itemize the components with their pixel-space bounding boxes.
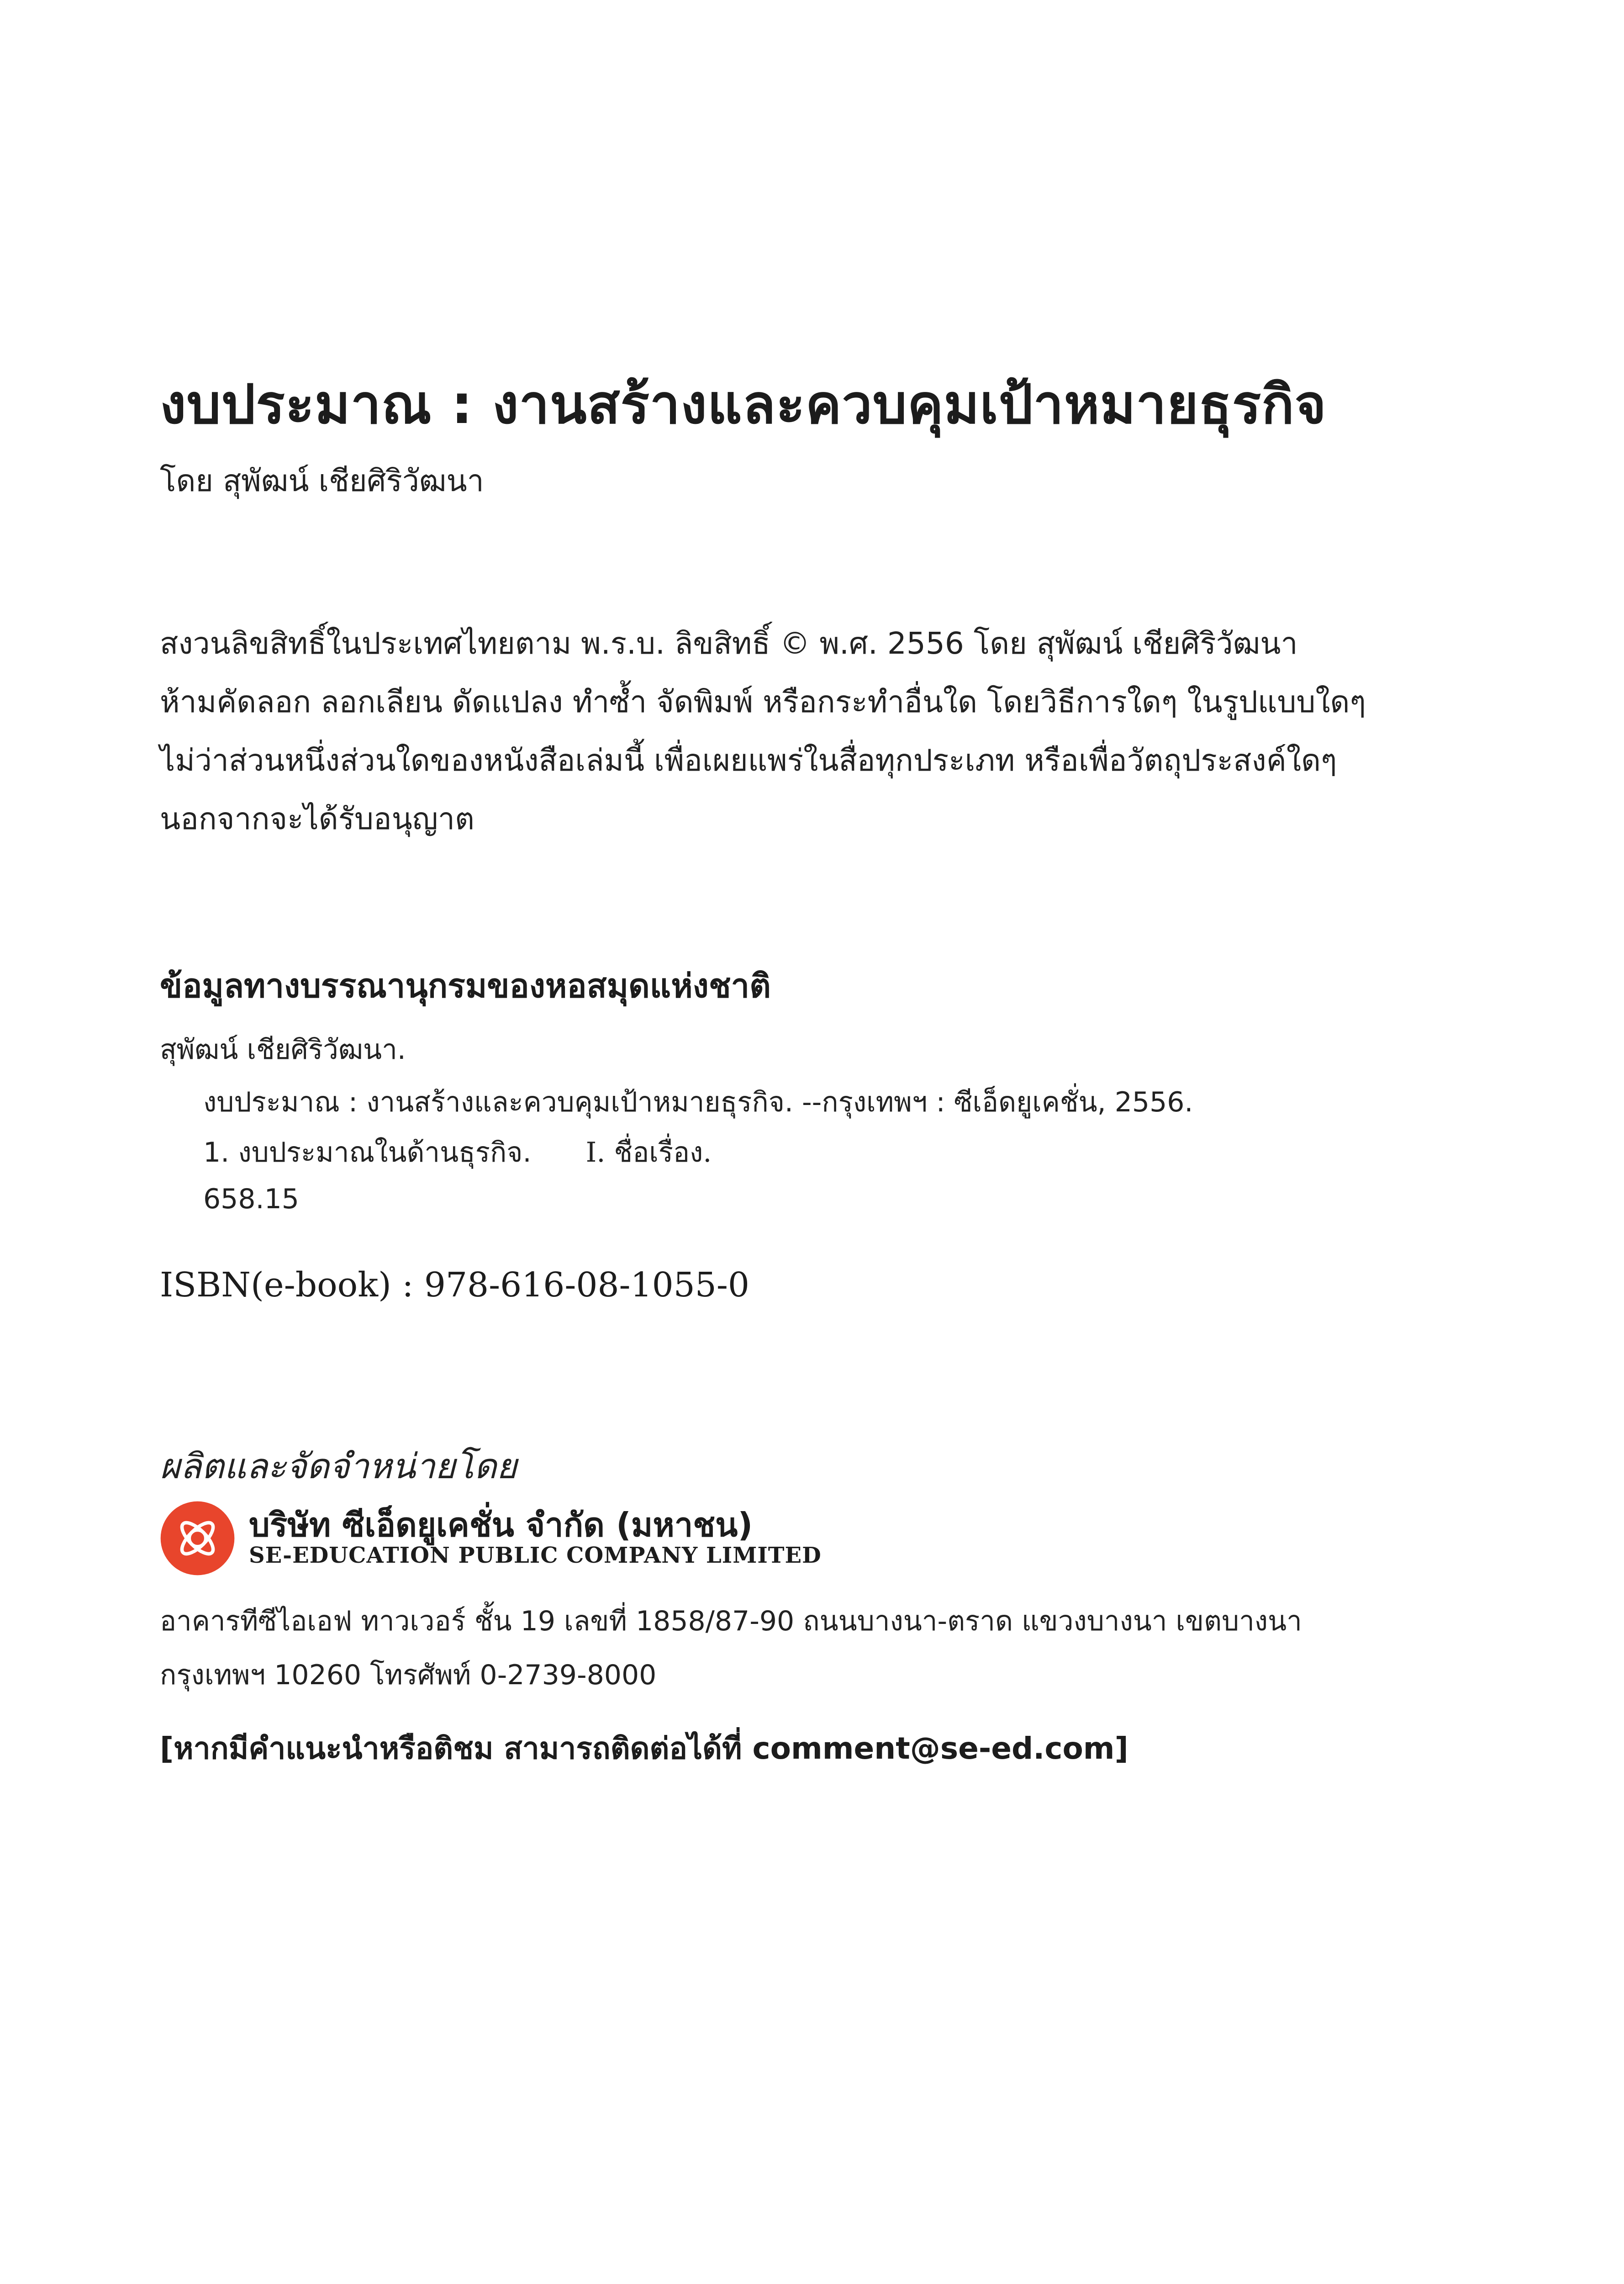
copyright-notice: [160, 614, 1366, 848]
cip-subjects: [203, 1131, 712, 1174]
author-line: โดย สุพัฒน์ เชียศิริวัฒนา: [160, 463, 484, 498]
copyright-line: ห้ามคัดลอก ลอกเลียน ดัดแปลง ทำซ้ำ จัดพิมพ์ หรือกระทำอื่นใด โดยวิธีการใดๆ ในรูปแบบใดๆ: [160, 684, 1366, 719]
company-name-thai: บริษัท ซีเอ็ดยูเคชั่น จำกัด (มหาชน): [249, 1506, 753, 1544]
cip-subject-2: I. ชื่อเรื่อง.: [585, 1137, 712, 1168]
logo-circle: [161, 1502, 235, 1576]
isbn: ISBN(e-book) : 978-616-08-1055-0: [160, 1265, 749, 1305]
se-ed-logo-icon: [160, 1501, 235, 1576]
cip-classification: 658.15: [203, 1183, 299, 1215]
feedback-contact: [หากมีคำแนะนำหรือติชม สามารถติดต่อได้ที่ comment@se-ed.com]: [160, 1731, 1128, 1766]
address-line: อาคารทีซีไอเอฟ ทาวเวอร์ ชั้น 19 เลขที่ 1858/87-90 ถนนบางนา-ตราด แขวงบางนา เขตบางนา: [160, 1605, 1302, 1637]
copyright-line: ไม่ว่าส่วนหนึ่งส่วนใดของหนังสือเล่มนี้ เพื่อเผยแพร่ในสื่อทุกประเภท หรือเพื่อวัตถุประสงค์ใดๆ: [160, 743, 1337, 778]
copyright-line: สงวนลิขสิทธิ์ในประเทศไทยตาม พ.ร.บ. ลิขสิทธิ์ © พ.ศ. 2556 โดย สุพัฒน์ เชียศิริวัฒนา: [160, 626, 1298, 661]
publisher-address: [160, 1594, 1302, 1702]
cip-entry: งบประมาณ : งานสร้างและควบคุมเป้าหมายธุรกิจ. --กรุงเทพฯ : ซีเอ็ดยูเคชั่น, 2556.: [203, 1086, 1193, 1118]
publisher-label: ผลิตและจัดจำหน่ายโดย: [160, 1446, 517, 1486]
book-title: งบประมาณ : งานสร้างและควบคุมเป้าหมายธุรกิจ: [160, 373, 1327, 436]
cip-heading: ข้อมูลทางบรรณานุกรมของหอสมุดแห่งชาติ: [160, 966, 771, 1005]
address-line: กรุงเทพฯ 10260 โทรศัพท์ 0-2739-8000: [160, 1659, 657, 1691]
company-name-english: SE-EDUCATION PUBLIC COMPANY LIMITED: [249, 1543, 822, 1568]
cip-subject-1: 1. งบประมาณในด้านธุรกิจ.: [203, 1137, 532, 1168]
copyright-line: นอกจากจะได้รับอนุญาต: [160, 801, 475, 836]
cip-author: สุพัฒน์ เชียศิริวัฒนา.: [160, 1034, 406, 1066]
